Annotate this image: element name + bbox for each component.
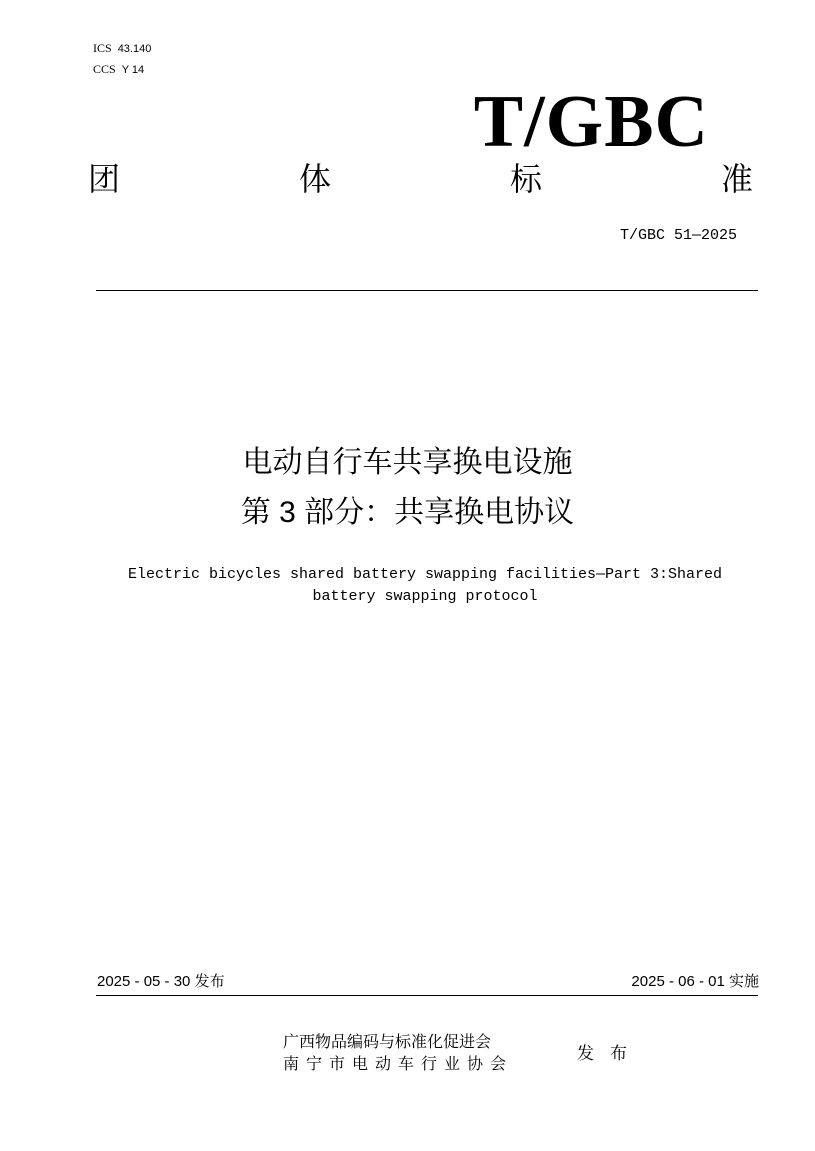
title-line-2: 第 3 部分：共享换电协议	[240, 496, 575, 529]
category-char-2: 体	[298, 161, 331, 197]
header-divider	[96, 290, 758, 291]
ics-value: 43.140	[117, 43, 152, 55]
ccs-code	[93, 62, 144, 77]
issue-date: 2025 - 05 - 30 发布	[97, 973, 225, 990]
standard-category	[88, 158, 753, 200]
issuer-guangxi: 广西物品编码与标准化促进会	[283, 1034, 492, 1051]
ics-code	[93, 41, 151, 56]
issuing-organizations	[283, 1032, 513, 1076]
implementation-date: 2025 - 06 - 01 实施	[631, 973, 759, 990]
footer-divider	[96, 995, 758, 996]
publish-label: 发布	[577, 1044, 643, 1063]
category-char-4: 准	[720, 161, 753, 197]
standard-logo: T/GBC	[473, 81, 709, 163]
ics-label: ICS	[93, 41, 112, 55]
category-char-3: 标	[509, 161, 542, 197]
title-line-1: 电动自行车共享换电设施	[242, 446, 573, 479]
standard-number: T/GBC 51—2025	[619, 227, 737, 244]
ccs-value: Y 14	[121, 64, 145, 76]
english-title-line-1: Electric bicycles shared battery swapping facilities—Part 3:Shared	[127, 566, 723, 583]
english-title-line-2: battery swapping protocol	[312, 588, 538, 605]
issuer-nanning: 南宁市电动车行业协会	[283, 1056, 514, 1073]
ccs-label: CCS	[93, 62, 116, 76]
category-char-1: 团	[88, 161, 121, 197]
